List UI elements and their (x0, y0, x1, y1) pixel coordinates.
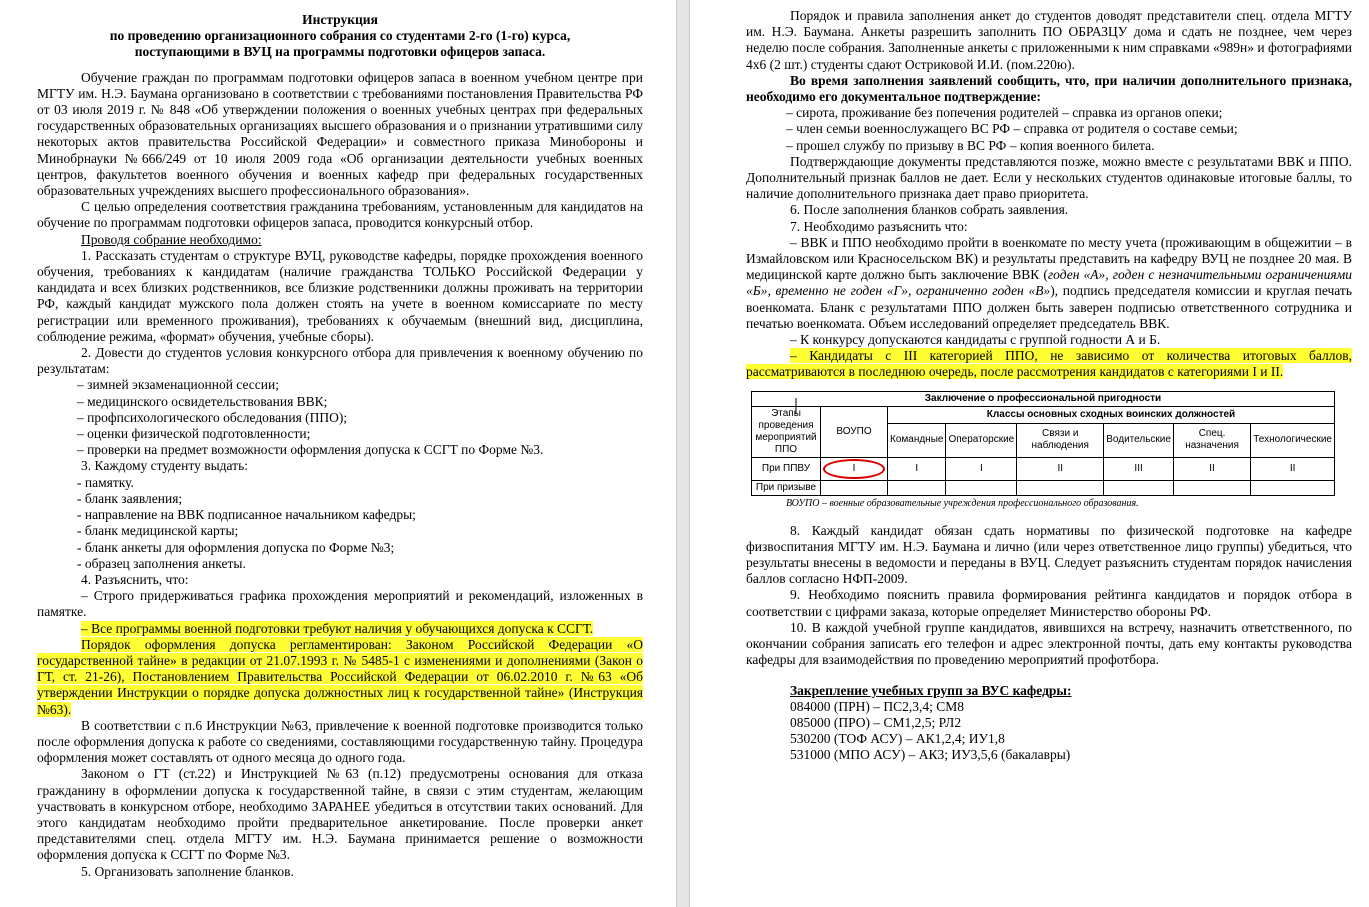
row-label: При призыве (752, 480, 821, 495)
class-header: Спец. назначения (1173, 423, 1250, 457)
class-header: Связи и наблюдения (1017, 423, 1104, 457)
cursor-mark (795, 398, 797, 414)
step-7: 7. Необходимо разъяснить что: (790, 218, 968, 234)
table-cell (888, 480, 946, 495)
document-page-left (0, 0, 676, 907)
table-title: Заключение о профессиональной пригодности (752, 391, 1335, 406)
table-cell (946, 480, 1017, 495)
forms-paragraph: Порядок и правила заполнения анкет до студентов доводят представители спец. отдела МГТУ им. Н.Э. Баумана. Анкеты разрешить заполнить ПО ОБРАЗЦУ дома и сдать не позднее, чем через неделю после собрания. Заполненные анкеты с приложенными к ним справками «989н» и фотографиями 4х6 (2 шт.) студенты сдают Остриковой И.И. (пом.220ю). (746, 8, 1352, 72)
text-run: – ВВК и ППО необходимо пройти в военкомате по месту учета (проживающим в общежитии – в Измайловском или Красносельском ВК) и результаты представить на кафедру ВУЦ не позднее 20 мая. В медицинской карте должно быть заключение ВВК ( (746, 234, 1352, 283)
table-cell: III (1104, 457, 1174, 480)
intro-paragraph: Обучение граждан по программам подготовки офицеров запаса в военном учебном центре при МГТУ им. Н.Э. Баумана организовано в соответствии с требованиями постановления Правительства РФ от 03 июля 2019 г. № 848 «Об утверждении положения о военных учебных центрах при федеральных государственных образовательных организациях высшего образования и о признании утратившими силу некоторых актов правительства Российской Федерации» и совместного приказа Минобороны и Минобрнауки №666/249 от 10 июля 2009 года «Об организации деятельности учебных военных центров, факультетов военного обучения и военных кафедр при федеральных государственных образовательных учреждениях высшего профессионального образования». (37, 69, 643, 199)
additional-sign-paragraph: Во время заполнения заявлений сообщить, что, при наличии дополнительного признака, необходимо его документальное подтверждение: (746, 72, 1352, 105)
step-2-item: – зимней экзаменационной сессии; (77, 377, 279, 393)
red-circle-annotation: I (823, 459, 885, 479)
step-10: 10. В каждой учебной группе кандидатов, явившихся на встречу, назначить ответственного, по окончании собрания записать его телефон и адрес электронной почты, дать ему контакты руководства кафедры для взаимодействия по проведению мероприятий профотбора. (746, 619, 1352, 668)
title-line: по проведению организационного собрания со студентами 2-го (1-го) курса, (109, 28, 571, 44)
classes-header: Классы основных сходных воинских должностей (888, 406, 1335, 423)
text-run: годен «А», годен с незначительными ограничениями «Б», временно не годен «Г», ограниченно годен «В» (746, 267, 1352, 299)
group-line: 085000 (ПРО) – СМ1,2,5; РЛ2 (790, 714, 962, 730)
table-cell (821, 480, 888, 495)
step-3-item: - бланк заявления; (77, 490, 183, 506)
step-3-item: - направление на ВВК подписанное начальником кафедры; (77, 507, 416, 523)
step-6: 6. После заполнения бланков собрать заявления. (790, 202, 1069, 218)
table-cell: I (888, 457, 946, 480)
step-9: 9. Необходимо пояснить правила формирования рейтинга кандидатов и порядок отбора в соответствии с цифрами заказа, которые определяет Министерство обороны РФ. (746, 587, 1352, 619)
table-cell (1173, 480, 1250, 495)
step-3-item: - памятку. (77, 474, 134, 490)
row-label: При ППВУ (752, 457, 821, 480)
step-2-item: – профпсихологического обследования (ППО); (77, 409, 348, 425)
title-line: Инструкция (302, 12, 378, 27)
table-cell (1017, 480, 1104, 495)
step-3: 3. Каждому студенту выдать: (81, 458, 248, 474)
step-3-item: - бланк медицинской карты; (77, 523, 239, 539)
title-line: поступающими в ВУЦ на программы подготовки офицеров запаса. (134, 44, 546, 60)
document-title (37, 12, 643, 61)
step-4-item: В соответствии с п.6 Инструкции №63, привлечение к военной подготовке производится только после оформления допуска к работе со сведениями, составляющими государственную тайну. Процедура оформления может составлять от одного месяца до одного года. (37, 717, 643, 766)
class-header: Водительские (1104, 423, 1174, 457)
table-cell (1104, 480, 1174, 495)
step-4-item: Законом о ГТ (ст.22) и Инструкцией №63 (п.12) предусмотрены основания для отказа гражданину в оформлении допуска к государственной тайне, в связи с этим студентам, желающим участвовать в конкурсном отборе, необходимо ЗАРАНЕЕ убедиться в отсутствии таких оснований. Для этого кандидатам необходимо пройти предварительное анкетирование. После проверки анкет представителями спец. отдела МГТУ им. Н.Э. Баумана принимается решение о возможности оформления допуска к ССГТ по Форме №3. (37, 766, 643, 863)
spacer (746, 669, 1352, 683)
additional-sign-item: – прошел службу по призыву в ВС РФ – копия военного билета. (786, 137, 1155, 153)
highlighted-text: – Кандидаты с III категорией ППО, не зависимо от количества итоговых баллов, рассматриваются в последнюю очередь, после рассмотрения кандидатов с категориями I и II. (746, 348, 1352, 380)
page-gutter (676, 0, 690, 907)
fitness-table (751, 391, 1335, 496)
class-header: Командные (888, 423, 946, 457)
table-cell: II (1251, 457, 1335, 480)
highlighted-text: – Все программы военной подготовки требуют наличия у обучающихся допуска к ССГТ. (81, 620, 594, 636)
step-2: 2. Довести до студентов условия конкурсного отбора для привлечения к военному обучению по результатам: (37, 345, 643, 377)
step-2-item: – проверки на предмет возможности оформления допуска к ССГТ по Форме №3. (77, 442, 544, 458)
spacer (746, 509, 1352, 523)
table-cell: I (946, 457, 1017, 480)
vouro-header: ВОУПО (821, 406, 888, 457)
step-3-item: - бланк анкеты для оформления допуска по Форме №3; (77, 539, 395, 555)
highlighted-text: Порядок оформления допуска регламентирован: Законом Российской Федерации «О государственной тайне» в редакции от 21.07.1993 г. № 5485-1 с изменениями и дополнениями (Закон о ГТ, ст. 21-26), Постановлением Правительства Российской Федерации от 06.02.2010 г. №63 «Об утверждении Инструкции о порядке допуска должностных лиц к государственной тайне» (Инструкция №63). (37, 636, 643, 717)
purpose-paragraph: С целью определения соответствия гражданина требованиям, установленным для кандидатов на обучение по программам подготовки офицеров запаса, проводится конкурсный отбор. (37, 199, 643, 231)
step-5: 5. Организовать заполнение бланков. (81, 863, 294, 879)
step-4: 4. Разъяснить, что: (81, 571, 189, 587)
documents-paragraph: Подтверждающие документы представляются позже, можно вместе с результатами ВВК и ППО. Дополнительный признак баллов не дает. Если у нескольких студентов одинаковые итоговые баллы, то наличие дополнительного признака дает право приоритета. (746, 153, 1352, 202)
vouro-cell (821, 457, 888, 480)
class-header: Операторские (946, 423, 1017, 457)
step-2-item: – оценки физической подготовленности; (77, 426, 311, 442)
text-run: ), подпись председателя комиссии и круглая печать военкомата. Бланк с результатами ППО должен быть заверен подписью ответственного сотрудника и печатью военкомата. Объем исследований определяет председатель ВВК. (746, 283, 1352, 331)
class-header: Технологические (1251, 423, 1335, 457)
table-cell (1251, 480, 1335, 495)
step-3-item: - образец заполнения анкеты. (77, 555, 246, 571)
group-line: 531000 (МПО АСУ) – АК3; ИУ3,5,6 (бакалавры) (790, 747, 1071, 763)
groups-heading: Закрепление учебных групп за ВУС кафедры: (790, 682, 1072, 698)
additional-sign-item: – член семьи военнослужащего ВС РФ – справка от родителя о составе семьи; (786, 121, 1238, 137)
step-1: 1. Рассказать студентам о структуре ВУЦ, руководстве кафедры, порядке прохождения военного обучения, требованиях к кандидатам (наличие гражданства ТОЛЬКО Российской Федерации у кандидата и всех близких родственников, все близкие родственники должны проживать на территории РФ, каждый кандидат мужского пола должен стоять на учете в военном комиссариате по месту регистрации или временного проживания), требованиях к обучаемым (внешний вид, дисциплина, соблюдение режима, «формат» обучения, учебные сборы). (37, 247, 643, 344)
step-8: 8. Каждый кандидат обязан сдать нормативы по физической подготовке на кафедре физвоспитания МГТУ им. Н.Э. Баумана и лично (или через ответственное лицо группы) убедиться, что результаты внесены в ведомости и переданы в ВУЦ. Следует разъяснить студентам порядок начисления баллов согласно НФП-2009. (746, 522, 1352, 587)
step-2-item: – медицинского освидетельствования ВВК; (77, 393, 328, 409)
additional-sign-item: – сирота, проживание без попечения родителей – справка из органов опеки; (786, 105, 1223, 121)
step-7-item (746, 235, 1352, 332)
group-line: 530200 (ТОФ АСУ) – АК1,2,4; ИУ1,8 (790, 731, 1005, 747)
table-cell: II (1173, 457, 1250, 480)
step-4-item: – Строго придерживаться графика прохождения мероприятий и рекомендаций, изложенных в памятке. (37, 588, 643, 620)
meeting-heading: Проводя собрание необходимо: (81, 231, 262, 247)
stage-header: Этапы проведения мероприятий ППО (752, 406, 821, 457)
table-cell: II (1017, 457, 1104, 480)
document-page-right (690, 0, 1369, 907)
step-7-item: – К конкурсу допускаются кандидаты с группой годности А и Б. (790, 332, 1161, 348)
group-line: 084000 (ПРН) – ПС2,3,4; СМ8 (790, 698, 965, 714)
table-caption: ВОУПО – военные образовательные учреждения профессионального образования. (786, 497, 1139, 509)
